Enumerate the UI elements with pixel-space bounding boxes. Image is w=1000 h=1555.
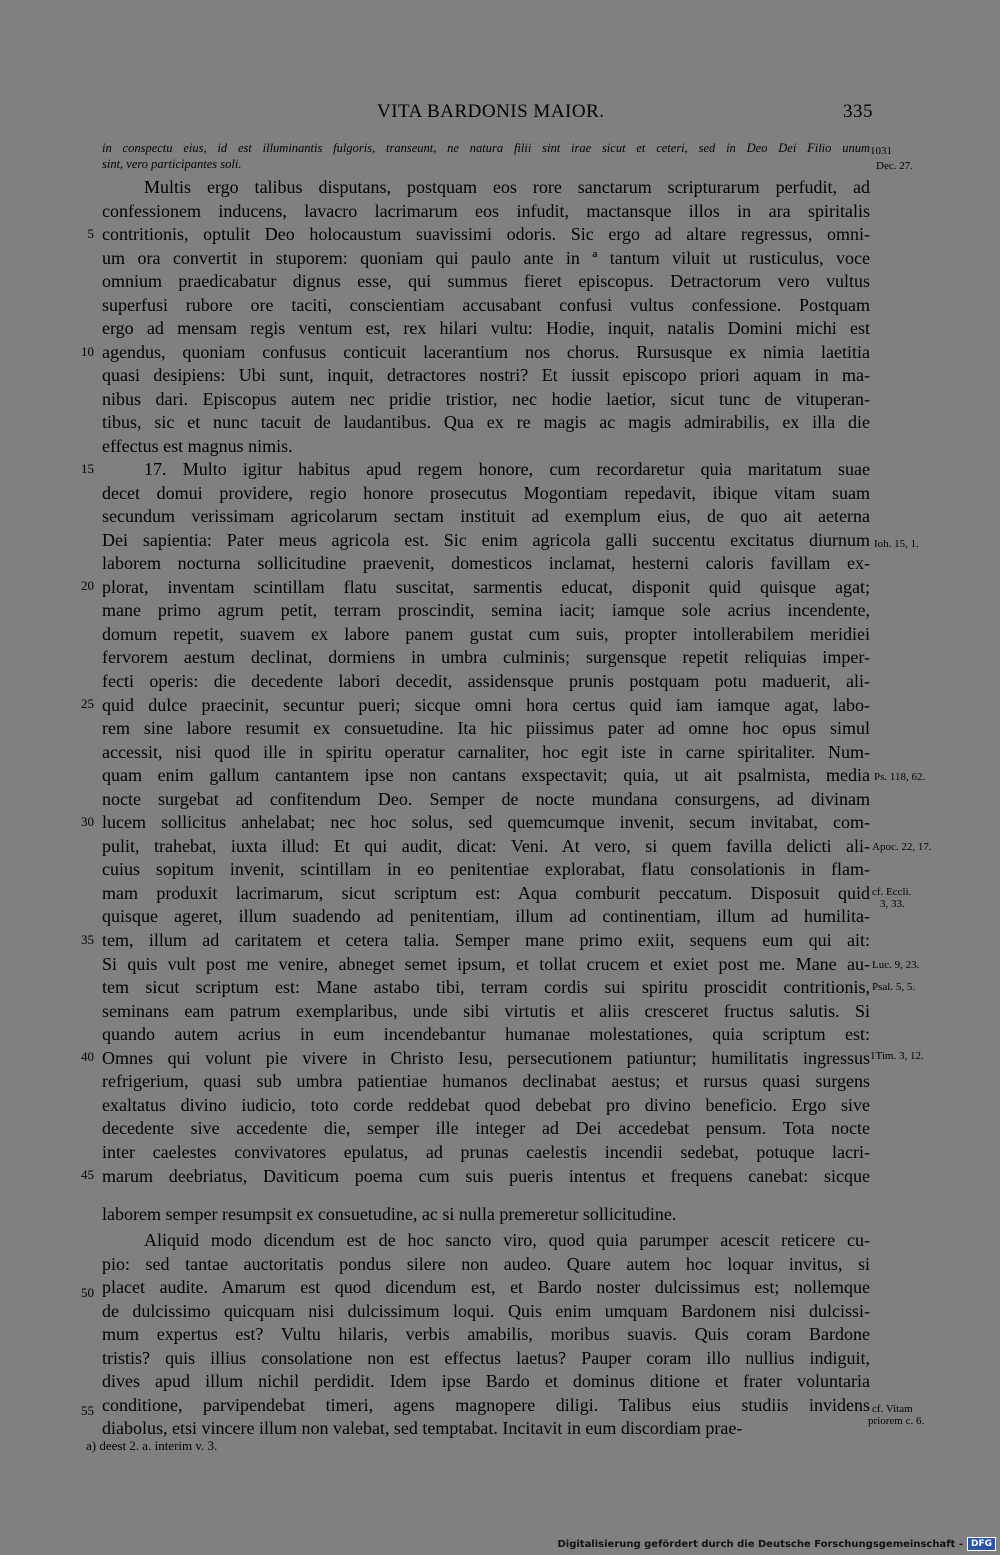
text-line: decet domui providere, regio honore prosecutus Mogontiam repedavit, ibique vitam suam xyxy=(102,482,870,503)
top-note-line: sint, vero participantes soli. xyxy=(102,157,242,171)
text-line: accessit, nisi quod ille in spiritu operatur carnaliter, hoc egit iste in carne spiritaliter. Num- xyxy=(102,741,870,762)
margin-note: 1Tim. 3, 12. xyxy=(870,1050,924,1062)
text-line: mam produxit lacrimarum, sicut scriptum est: Aqua comburit peccatum. Disposuit quid xyxy=(102,882,870,903)
text-line: cuius sopitum invenit, scintillam in eo penitentiae explorabat, flatu consolationis in flam- xyxy=(102,859,870,880)
margin-note: cf. Eccli. xyxy=(872,886,912,898)
text-line: secundum verissimam agricolarum sectam instituit ad exemplum eius, de quo ait aeterna xyxy=(102,506,870,527)
text-line: quid dulce praecinit, secuntur pueri; sicque omni hora certus quid iam iamque agat, labo- xyxy=(102,694,870,715)
margin-note: Apoc. 22, 17. xyxy=(872,841,932,853)
text-line: quasi desipiens: Ubi sunt, inquit, detractores nostri? Et iussit episcopo priori aquam in ma- xyxy=(102,365,870,385)
line-number: 20 xyxy=(81,578,94,593)
text-line: mane primo agrum petit, terram proscindit, semina iacit; iamque sole acrius incendente, xyxy=(102,600,870,621)
text-line: omnium praedicabatur dignus esse, qui summus fieret episcopus. Detractorum vero vultus xyxy=(102,271,870,291)
text-line: rem sine labore resumit ex consuetudine. Ita hic piissimus pater ad omne hoc opus simul xyxy=(102,718,870,739)
text-line: seminans eam patrum exemplaribus, unde sibi virtutis et aliis cresceret fructus salutis. Si xyxy=(102,1000,870,1021)
running-title: VITA BARDONIS MAIOR. xyxy=(377,101,605,122)
text-line: Multis ergo talibus disputans, postquam eos rore sanctarum scripturarum perfudit, ad xyxy=(144,177,870,197)
text-line: marum deebriatus, Daviticum poema cum suis pueris intentus et frequens canebat: sicque xyxy=(102,1165,870,1186)
page-number: 335 xyxy=(843,101,873,122)
margin-note: Dec. 27. xyxy=(876,160,913,172)
line-number: 25 xyxy=(81,696,94,711)
line-number: 5 xyxy=(87,226,94,241)
text-line: quando autem acrius in eum incendebantur humanae molestationes, quia scriptum est: xyxy=(102,1024,870,1045)
text-line: domum repetit, suavem ex labore panem gustat cum suis, propter intollerabilem meridiei xyxy=(102,623,870,644)
text-line: quisque ageret, illum suadendo ad penitentiam, illum ad continentiam, illum ad humilita- xyxy=(102,906,870,927)
text-line: um ora convertit in stuporem: quoniam qui paulo ante in ª tantum viluit ut rusticulus, voce xyxy=(102,247,870,268)
text-line: lucem sollicitus anhelabat; nec hoc solus, sed quemcumque invenit, secum invitabat, com- xyxy=(102,812,870,833)
dfg-logo-icon: DFG xyxy=(967,1537,996,1551)
margin-note: priorem c. 6. xyxy=(868,1415,925,1427)
text-line: ergo ad mensam regis ventum est, rex hilari vultu: Hodie, inquit, natalis Domini michi est xyxy=(102,318,870,338)
text-line: nocte surgebat ad confitendum Deo. Semper de nocte mundana consurgens, ad divinam xyxy=(102,788,870,809)
margin-note: Psal. 5, 5. xyxy=(872,981,916,993)
sponsor-text: Digitalisierung gefördert durch die Deutsche Forschungsgemeinschaft - xyxy=(557,1538,963,1550)
text-line: superfusi rubore ore taciti, conscientiam accusabant confusi vultus confessione. Postquam xyxy=(102,294,870,315)
margin-note: cf. Vitam xyxy=(872,1403,913,1415)
margin-note: 1031 xyxy=(870,145,892,157)
text-line: fecti operis: die decedente labori decedit, assidensque prunis postquam potu maduerit, ali- xyxy=(102,670,870,691)
text-line: Si quis vult post me venire, abneget semet ipsum, et tollat crucem et exiet post me. Mane au- xyxy=(102,953,870,974)
text-line: pio: sed tantae auctoritatis pondus silere non audeo. Quare autem hoc loquar invitus, si xyxy=(102,1253,870,1274)
margin-note: Luc. 9, 23. xyxy=(872,959,920,971)
text-line: tem sicut scriptum est: Mane astabo tibi, terram cordis sui spiritu proscidit contritionis, xyxy=(102,977,870,998)
text-line: Aliquid modo dicendum est de hoc sancto viro, quod quia parumper acescit reticere cu- xyxy=(144,1230,870,1250)
margin-note: Ps. 118, 62. xyxy=(874,771,926,783)
text-line: inter caelestes convivatores epulatus, ad prunas caelestis incendii sedebat, potuque lacri- xyxy=(102,1141,870,1162)
line-number: 30 xyxy=(81,814,94,829)
text-line: refrigerium, quasi sub umbra patientiae humanos declinabat aestus; et rursus quasi surgens xyxy=(102,1071,870,1092)
text-line: de dulcissimo quicquam nisi dulcissimum loqui. Quis enim umquam Bardonem nisi dulcissi- xyxy=(102,1300,870,1321)
line-number: 50 xyxy=(81,1285,94,1300)
line-number: 45 xyxy=(81,1167,94,1182)
line-number: 15 xyxy=(81,461,94,476)
text-line: Dei sapientia: Pater meus agricola est. Sic enim agricola galli succentu excitatus diurnum xyxy=(102,529,870,550)
text-line: laborem semper resumpsit ex consuetudine, ac si nulla premeretur sollicitudine. xyxy=(102,1204,677,1224)
line-number: 35 xyxy=(81,932,94,947)
text-line: plorat, inventam scintillam flatu suscitat, sarmentis educat, disponit quid quisque agat; xyxy=(102,576,870,597)
text-line: agendus, quoniam confusus conticuit lacerantium nos chorus. Rursusque ex nimia laetitia xyxy=(102,341,870,362)
text-line: contritionis, optulit Deo holocaustum suavissimi odoris. Sic ergo ad altare regressus, omni- xyxy=(102,224,870,244)
top-note-line: in conspectu eius, id est illuminantis fulgoris, transeunt, ne natura filii sint irae sicut et ceteri, sed in Deo Dei Filio unum xyxy=(102,141,870,155)
text-line: mum expertus est? Vultu hilaris, verbis amabilis, moribus suavis. Quis coram Bardone xyxy=(102,1324,870,1344)
text-line: conditione, parvipendebat timeri, agens magnopere diligi. Talibus eius studiis invidens xyxy=(102,1394,870,1415)
text-line: diabolus, etsi vincere illum non valebat, sed temptabat. Incitavit in eum discordiam prae- xyxy=(102,1418,743,1438)
text-line: effectus est magnus nimis. xyxy=(102,435,293,456)
text-line: tibus, sic et nunc tacuit de laudantibus. Qua ex re magis ac magis admirabilis, ex illa die xyxy=(102,412,870,432)
text-line: dives apud illum nichil perdidit. Idem ipse Bardo et dominus ditione et frater voluntaria xyxy=(102,1371,870,1391)
margin-note: Ioh. 15, 1. xyxy=(874,538,919,550)
text-line: tristis? quis illius consolatione non est effectus laetus? Pauper coram illo nullius indiguit, xyxy=(102,1347,870,1368)
sponsor-footer xyxy=(557,1537,996,1551)
text-line: fervorem aestum declinat, dormiens in umbra culminis; surgensque repetit reliquias imper- xyxy=(102,647,870,668)
text-line: placet audite. Amarum est quod dicendum est, et Bardo noster dulcissimus est; nollemque xyxy=(102,1277,870,1297)
line-number: 10 xyxy=(81,344,94,359)
text-line: 17. Multo igitur habitus apud regem honore, cum recordaretur quia maritatum suae xyxy=(144,459,870,479)
margin-note: 3, 33. xyxy=(880,898,905,910)
text-line: tem, illum ad caritatem et cetera talia. Semper mane primo exiit, sequens eum qui ait: xyxy=(102,930,870,950)
text-line: exaltatus divino iudicio, toto corde reddebat quod debebat pro divino beneficio. Ergo sive xyxy=(102,1094,870,1115)
text-line: pulit, trahebat, iuxta illud: Et qui audit, dicat: Veni. At vero, si quem favilla delicti ali- xyxy=(102,835,870,856)
text-line: laborem nocturna sollicitudine praevenit, domesticos inclamat, hesterni caloris favillam ex- xyxy=(102,553,870,574)
text-line: nibus dari. Episcopus autem nec pridie tristior, nec hodie laetior, sicut tunc de vituperan- xyxy=(102,388,870,409)
text-line: Omnes qui volunt pie vivere in Christo Iesu, persecutionem patiuntur; humilitatis ingressus xyxy=(102,1047,870,1068)
text-line: decedente sive accedente die, semper ille integer ad Dei accedebat pensum. Tota nocte xyxy=(102,1118,870,1139)
footnote: a) deest 2. a. interim v. 3. xyxy=(86,1438,218,1453)
line-number: 55 xyxy=(81,1403,94,1418)
text-line: quam enim gallum cantantem ipse non cantans exspectavit; quia, ut ait psalmista, media xyxy=(102,765,870,786)
text-line: confessionem inducens, lavacro lacrimarum eos infudit, mactansque illos in ara spiritalis xyxy=(102,200,870,221)
line-number: 40 xyxy=(81,1049,94,1064)
